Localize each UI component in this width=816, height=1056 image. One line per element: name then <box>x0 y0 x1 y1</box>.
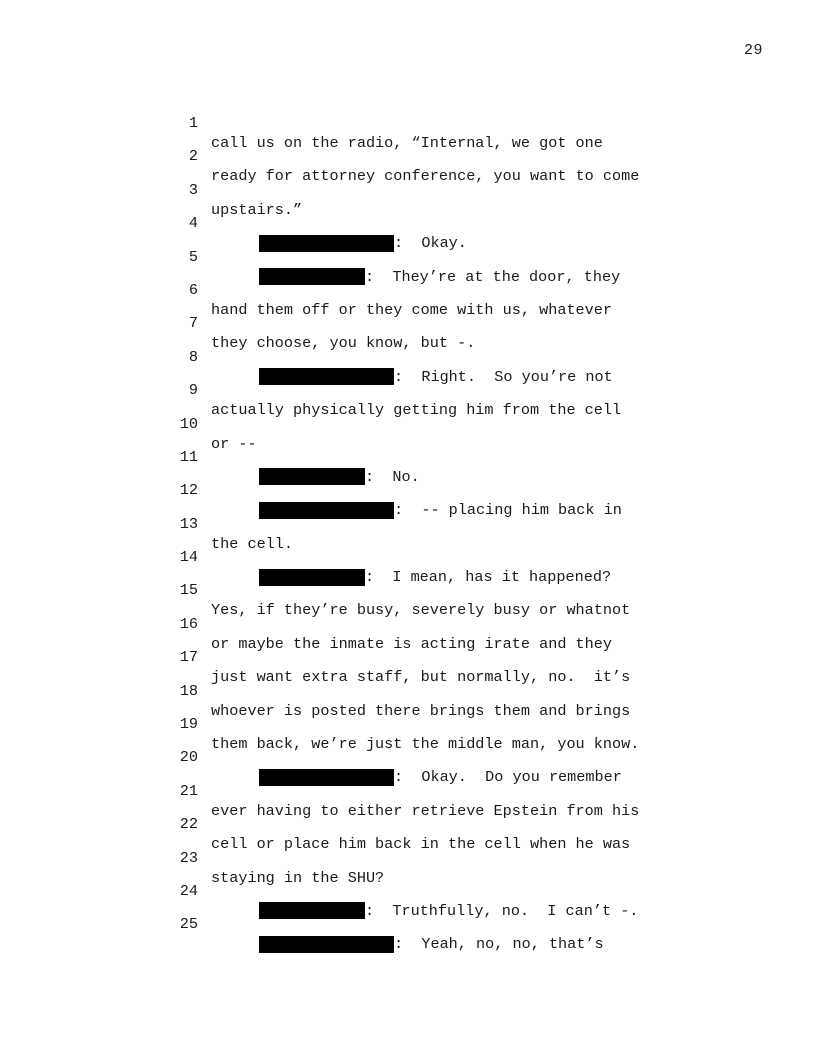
line-text: staying in the SHU? <box>211 868 385 887</box>
transcript-line <box>172 126 732 186</box>
line-number: 17 <box>179 648 198 667</box>
line-number: 6 <box>188 280 198 299</box>
line-number: 7 <box>188 314 198 333</box>
line-text: ready for attorney conference, you want to come <box>211 167 640 186</box>
line-text: hand them off or they come with us, whatever <box>211 300 613 319</box>
transcript-line <box>172 727 732 787</box>
transcript-line <box>172 527 732 587</box>
line-text: upstairs.” <box>211 200 303 219</box>
transcript-line <box>172 160 732 219</box>
line-text: ever having to either retrieve Epstein from his <box>211 801 640 820</box>
transcript-line <box>172 627 732 687</box>
transcript-line <box>172 661 732 720</box>
line-number: 22 <box>179 815 198 834</box>
line-number: 21 <box>179 781 198 800</box>
line-text: call us on the radio, “Internal, we got one <box>211 134 603 152</box>
line-text: the cell. <box>211 534 294 553</box>
speech-text: : Truthfully, no. I can’t -. <box>365 901 639 920</box>
transcript-line <box>172 360 732 420</box>
line-number: 24 <box>179 881 198 900</box>
transcript-line <box>172 260 732 319</box>
transcript-line <box>172 694 732 754</box>
transcript-body <box>172 93 732 954</box>
page-number: 29 <box>743 42 763 59</box>
speech-text: : No. <box>365 467 420 486</box>
transcript-line <box>172 394 732 453</box>
line-number: 1 <box>188 114 198 132</box>
line-number: 2 <box>188 147 198 166</box>
line-number: 13 <box>179 514 198 533</box>
speech-text: : Yeah, no, no, that’s <box>394 935 604 954</box>
speaker-redaction <box>259 936 394 953</box>
line-number: 14 <box>179 548 198 567</box>
transcript-line <box>172 861 732 920</box>
speech-text: : Right. So you’re not <box>394 367 613 386</box>
line-number: 8 <box>188 347 198 366</box>
transcript-line <box>172 327 732 386</box>
line-number: 19 <box>179 715 198 734</box>
line-number: 15 <box>179 581 198 600</box>
transcript-line <box>172 93 732 152</box>
line-text: they choose, you know, but -. <box>211 334 476 353</box>
line-number: 5 <box>188 247 198 266</box>
line-text: Yes, if they’re busy, severely busy or whatnot <box>211 601 631 620</box>
transcript-line <box>172 828 732 887</box>
line-text: them back, we’re just the middle man, you know. <box>211 735 640 754</box>
line-number: 23 <box>179 848 198 867</box>
transcript-line <box>172 794 732 854</box>
speech-text: : -- placing him back in <box>394 501 622 520</box>
line-text: whoever is posted there brings them and brings <box>211 701 631 720</box>
line-text: or maybe the inmate is acting irate and they <box>211 634 613 653</box>
line-number: 3 <box>188 180 198 199</box>
transcript-line <box>172 560 732 620</box>
transcript-line <box>172 761 732 820</box>
speaker-turn <box>259 934 604 954</box>
transcript-line <box>172 494 732 553</box>
transcript-line <box>172 227 732 286</box>
speech-text: : They’re at the door, they <box>365 267 621 286</box>
line-number: 9 <box>188 381 198 400</box>
transcript-line <box>172 460 732 520</box>
line-number: 4 <box>188 214 198 233</box>
line-text: just want extra staff, but normally, no. it’s <box>211 668 631 687</box>
transcript-line <box>172 594 732 653</box>
transcript-line <box>172 894 732 954</box>
line-number: 20 <box>179 748 198 767</box>
transcript-line <box>172 293 732 353</box>
line-number: 18 <box>179 681 198 700</box>
speech-text: : Okay. <box>394 234 467 253</box>
line-number: 12 <box>179 481 198 500</box>
line-number: 10 <box>179 414 198 433</box>
line-text: cell or place him back in the cell when he was <box>211 835 631 854</box>
transcript-line <box>172 193 732 253</box>
transcript-line <box>172 427 732 486</box>
line-number: 11 <box>179 447 198 466</box>
line-text: actually physically getting him from the cell <box>211 401 622 420</box>
speech-text: : I mean, has it happened? <box>365 568 612 587</box>
line-text: or -- <box>211 434 257 453</box>
line-number: 16 <box>179 614 198 633</box>
line-number: 25 <box>179 915 198 934</box>
speech-text: : Okay. Do you remember <box>394 768 622 787</box>
